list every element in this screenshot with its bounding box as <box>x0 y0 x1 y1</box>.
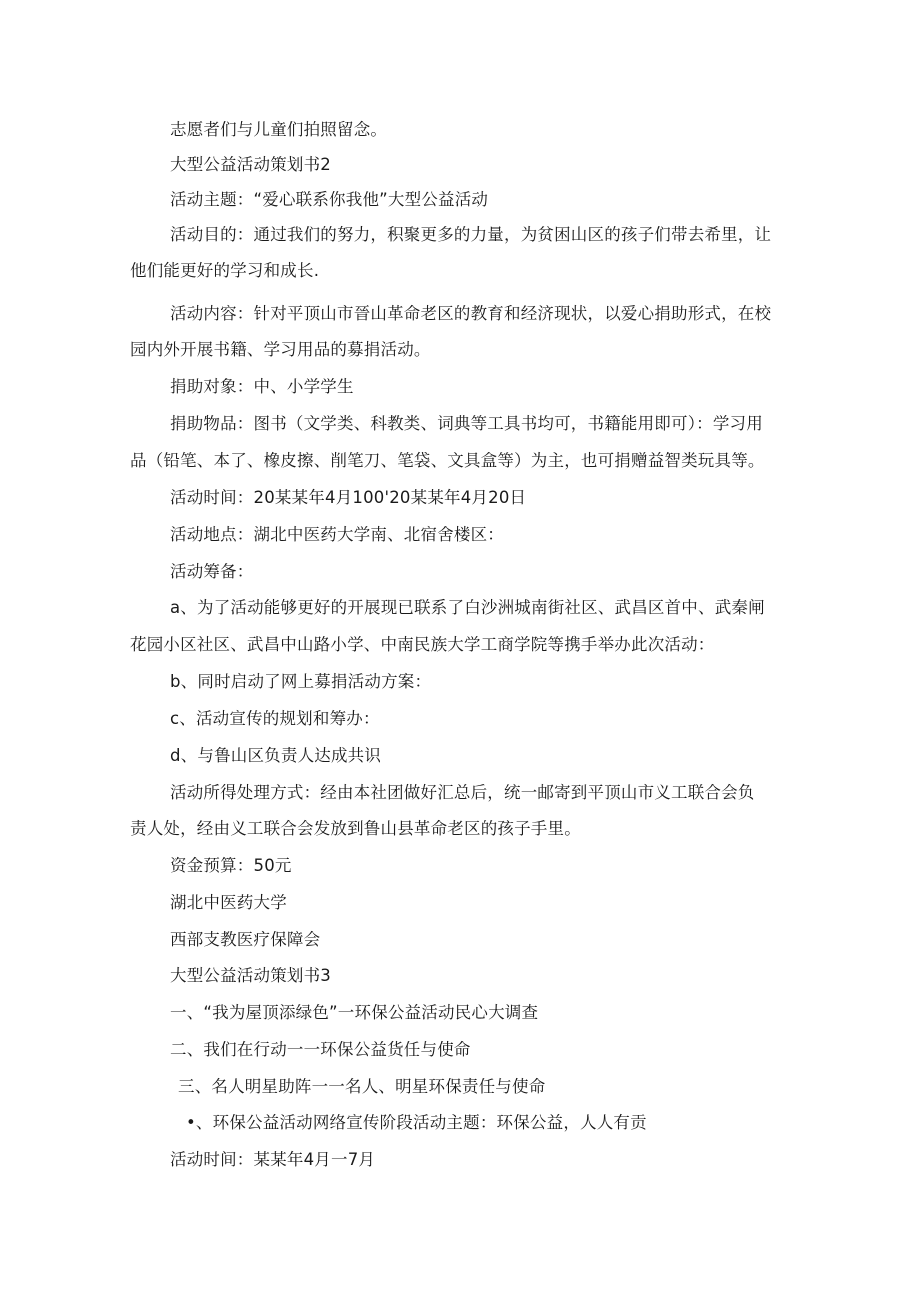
preparation-c: c、活动宣传的规划和筹办： <box>170 709 380 728</box>
budget: 资金预算：50元 <box>170 856 292 875</box>
activity-purpose-line2: 他们能更好的学习和成长. <box>130 261 320 280</box>
activity-content-line2: 园内外开展书籍、学习用品的募捐活动。 <box>130 340 431 359</box>
activity-preparation: 活动筹备： <box>170 562 254 581</box>
donation-items-line2: 品（铅笔、本了、橡皮擦、削笔刀、笔袋、文具盒等）为主，也可捐赠益智类玩具等。 <box>130 451 765 470</box>
organizer-university: 湖北中医药大学 <box>170 893 287 912</box>
item-three: 三、名人明星助阵一一名人、明星环保责任与使命 <box>178 1077 546 1096</box>
section-heading-2: 大型公益活动策划书2 <box>170 155 331 174</box>
activity-content-line1: 活动内容：针对平顶山市晉山革命老区的教育和经济现状，以爱心捐助形式，在校 <box>170 304 772 323</box>
activity-theme: 活动主题：“爱心联系你我他”大型公益活动 <box>170 190 489 209</box>
activity-time: 活动时间：20某某年4月100'20某某年4月20日 <box>170 488 527 507</box>
section-heading-3: 大型公益活动策划书3 <box>170 966 331 985</box>
donation-target: 捐助对象：中、小学学生 <box>170 377 354 396</box>
proceeds-handling-line2: 责人处，经由义工联合会发放到鲁山县革命老区的孩子手里。 <box>130 819 581 838</box>
item-bullet: •、环保公益活动网络宣传阶段活动主题：环保公益，人人有贡 <box>186 1113 647 1132</box>
preparation-a-line2: 花园小区社区、武昌中山路小学、中南民族大学工商学院等携手举办此次活动： <box>130 635 715 654</box>
organizer-association: 西部支教医疗保障会 <box>170 930 321 949</box>
donation-items-line1: 捐助物品：图书（文学类、科教类、词典等工具书均可，书籍能用即可）：学习用 <box>170 414 763 433</box>
proceeds-handling-line1: 活动所得处理方式：经由本社团做好汇总后，统一邮寄到平顶山市义工联合会负 <box>170 783 755 802</box>
item-two: 二、我们在行动一一环保公益货任与使命 <box>170 1040 471 1059</box>
paragraph-photo: 志愿者们与儿童们拍照留念。 <box>170 120 388 139</box>
activity-purpose-line1: 活动目的：通过我们的努力，积聚更多的力量，为贫困山区的孩子们带去希里，让 <box>170 225 772 244</box>
activity-time-3: 活动时间：某某年4月一7月 <box>170 1150 376 1169</box>
preparation-d: d、与鲁山区负责人达成共识 <box>170 746 382 765</box>
preparation-a-line1: a、为了活动能够更好的开展现已联系了白沙洲城南街社区、武昌区首中、武秦闸 <box>170 598 765 617</box>
preparation-b: b、同时启动了网上募捐活动方案： <box>170 672 432 691</box>
activity-location: 活动地点：湖北中医药大学南、北宿舍楼区： <box>170 525 504 544</box>
item-one: 一、“我为屋顶添绿色”一环保公益活动民心大调查 <box>170 1003 539 1022</box>
